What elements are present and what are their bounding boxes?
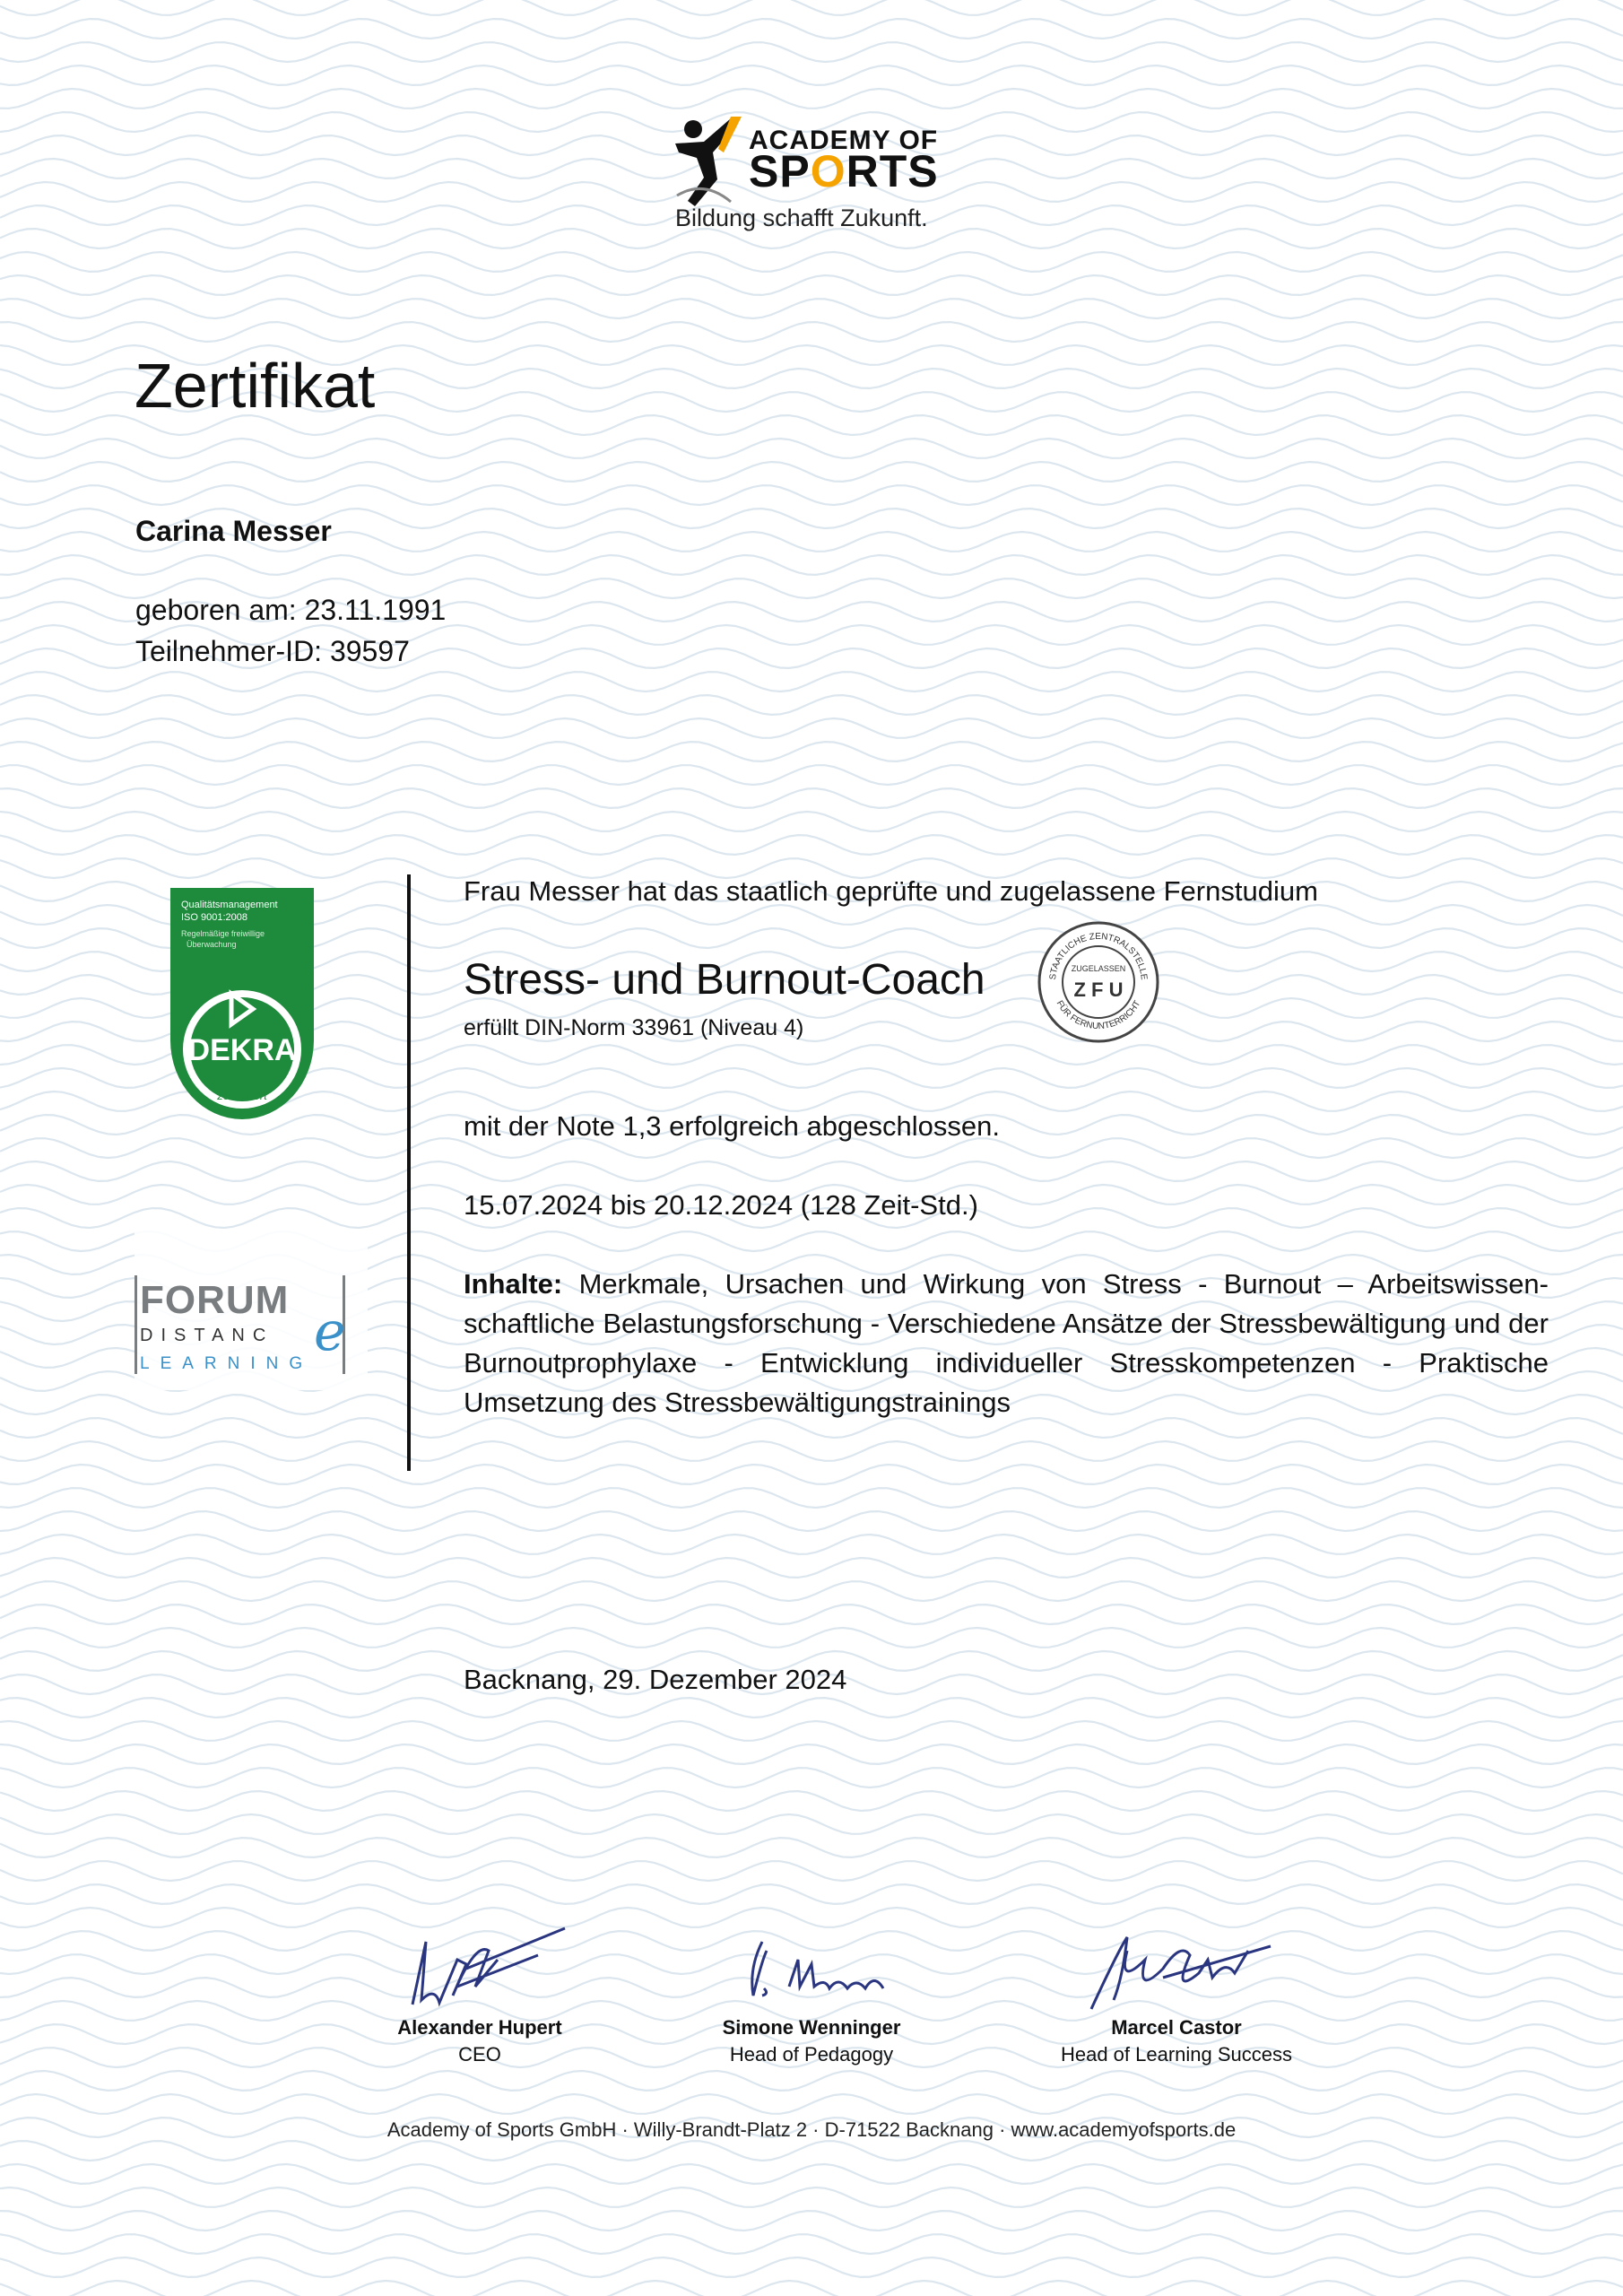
forum-line-2: DISTANC <box>140 1326 274 1345</box>
wave-line <box>0 742 1623 761</box>
wave-line <box>0 765 1623 785</box>
wave-line <box>0 2164 1623 2184</box>
wave-line <box>0 19 1623 39</box>
wave-line <box>0 299 1623 318</box>
svg-text:Regelmäßige freiwillige: Regelmäßige freiwillige <box>181 929 265 938</box>
wave-line <box>0 835 1623 855</box>
course-title: Stress- und Burnout-Coach <box>464 956 985 1004</box>
svg-text:Z F U: Z F U <box>1073 978 1124 1001</box>
wave-line <box>0 1814 1623 1834</box>
tagline: Bildung schafft Zukunft. <box>675 204 928 231</box>
wave-line <box>0 1791 1623 1811</box>
wave-line <box>0 1488 1623 1508</box>
wave-line <box>0 695 1623 715</box>
grade-text: mit der Note 1,3 erfolgreich abgeschlossen. <box>464 1110 1000 1142</box>
forum-line-1: FORUM <box>140 1278 290 1322</box>
svg-text:DEKRA: DEKRA <box>187 1033 297 1067</box>
vertical-divider <box>407 874 411 1471</box>
wave-line <box>0 2141 1623 2161</box>
svg-text:STAATLICHE ZENTRALSTELLE: STAATLICHE ZENTRALSTELLE <box>1047 931 1150 981</box>
signer-role: Head of Learning Success <box>1060 2043 1293 2066</box>
signature-simone-wenninger <box>664 1924 959 2013</box>
svg-text:FÜR FERNUNTERRICHT: FÜR FERNUNTERRICHT <box>1054 999 1143 1032</box>
wave-line <box>0 485 1623 505</box>
zfu-stamp-icon <box>1036 919 1161 1045</box>
wave-line <box>0 672 1623 691</box>
wave-line <box>0 2094 1623 2114</box>
signature-alexander-hupert <box>332 1924 628 2013</box>
certificate-title: Zertifikat <box>135 351 376 421</box>
signer-role: CEO <box>458 2043 501 2066</box>
wave-line <box>0 1511 1623 1531</box>
wave-line <box>0 275 1623 295</box>
academy-of-sports-logo <box>668 108 964 242</box>
participant-id: Teilnehmer-ID: 39597 <box>135 635 410 667</box>
wave-line <box>0 1721 1623 1741</box>
wave-line <box>0 1558 1623 1578</box>
wave-line <box>0 2187 1623 2207</box>
wave-line <box>0 2281 1623 2296</box>
wave-line <box>0 462 1623 482</box>
signature-marcel-castor <box>1028 1924 1324 2013</box>
dekra-certified-badge <box>170 888 314 1119</box>
period-text: 15.07.2024 bis 20.12.2024 (128 Zeit-Std.) <box>464 1189 978 1221</box>
brand-line-2: SPORTS <box>749 146 939 196</box>
svg-text:Qualitätsmanagement: Qualitätsmanagement <box>181 900 278 910</box>
wave-line <box>0 812 1623 831</box>
svg-text:Überwachung: Überwachung <box>187 940 237 949</box>
wave-line <box>0 1605 1623 1624</box>
wave-line <box>0 439 1623 458</box>
wave-line <box>0 2257 1623 2277</box>
wave-line <box>0 1744 1623 1764</box>
wave-line <box>0 1768 1623 1787</box>
forum-line-3: LEARNING <box>140 1354 314 1373</box>
wave-line <box>0 65 1623 85</box>
svg-text:ZUGELASSEN: ZUGELASSEN <box>1071 964 1126 973</box>
signer-role: Head of Pedagogy <box>729 2043 894 2066</box>
footer-address: Academy of Sports GmbH · Willy-Brandt-Platz 2 · D-71522 Backnang · www.academyofsports.de <box>386 2118 1237 2141</box>
signer-name: Simone Wenninger <box>722 2016 901 2039</box>
forum-distance-learning-logo <box>135 1229 368 1390</box>
wave-line <box>0 89 1623 109</box>
wave-line <box>0 322 1623 342</box>
wave-line <box>0 1838 1623 1857</box>
wave-line <box>0 2071 1623 2091</box>
signer-name: Alexander Hupert <box>397 2016 562 2039</box>
course-contents <box>464 1265 1549 1422</box>
intro-text: Frau Messer hat das staatlich geprüfte und zugelassene Fernstudium <box>464 875 1318 907</box>
forum-e-glyph: e <box>314 1300 346 1363</box>
wave-line <box>0 788 1623 808</box>
wave-line <box>0 1535 1623 1554</box>
wave-line <box>0 1861 1623 1881</box>
participant-name: Carina Messer <box>135 515 332 547</box>
contents-text: Merkmale, Ursachen und Wirkung von Stress - Burnout – Arbeitswissen-schaftliche Belastungsforschung - Verschiedene Ansätze der Stressbewältigung und der Burnoutprophylaxe - Entwicklung individueller Stresskompetenzen - Praktische Umsetzung des Stressbewältigungstrainings <box>464 1268 1549 1418</box>
wave-line <box>0 1628 1623 1648</box>
wave-line <box>0 1161 1623 1181</box>
wave-line <box>0 1581 1623 1601</box>
wave-line <box>0 1465 1623 1484</box>
forum-bar-left <box>135 1275 137 1374</box>
wave-line <box>0 2234 1623 2254</box>
wave-line <box>0 1884 1623 1904</box>
svg-text:zertifiziert: zertifiziert <box>217 1089 267 1102</box>
contents-label: Inhalte: <box>464 1268 563 1300</box>
wave-line <box>0 555 1623 575</box>
signer-name: Marcel Castor <box>1111 2016 1242 2039</box>
place-and-date: Backnang, 29. Dezember 2024 <box>464 1664 847 1695</box>
brand-line-1: ACADEMY OF <box>749 126 939 155</box>
svg-text:ISO 9001:2008: ISO 9001:2008 <box>181 912 248 923</box>
wave-line <box>0 0 1623 15</box>
athlete-icon <box>668 117 753 215</box>
wave-line <box>0 42 1623 62</box>
wave-line <box>0 1698 1623 1718</box>
wave-line <box>0 718 1623 738</box>
birth-date: geboren am: 23.11.1991 <box>135 594 447 626</box>
din-norm-text: erfüllt DIN-Norm 33961 (Niveau 4) <box>464 1015 804 1040</box>
wave-line <box>0 252 1623 272</box>
wave-line <box>0 1441 1623 1461</box>
wave-line <box>0 2211 1623 2231</box>
